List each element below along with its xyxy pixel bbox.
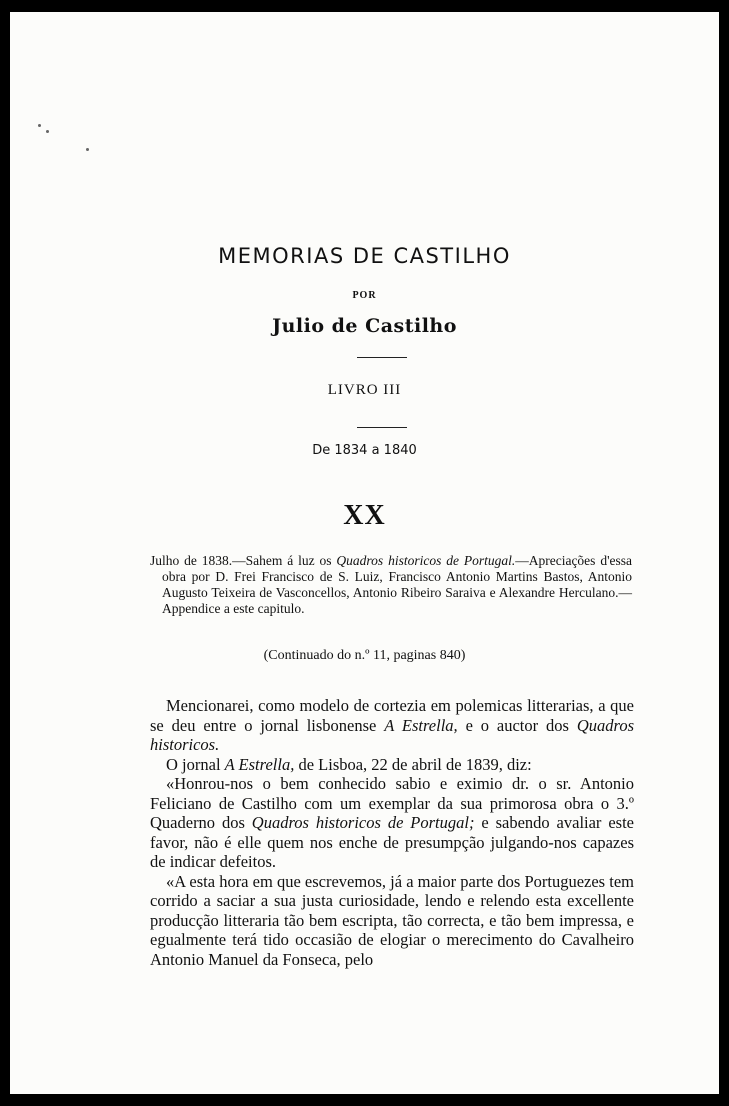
author-name: Julio de Castilho — [272, 315, 457, 337]
paragraph — [150, 774, 634, 872]
text-run: O jornal — [166, 754, 225, 774]
text-run: «Honrou-nos o bem conhecido sabio e eximio dr. o sr. Antonio Feliciano de Castilho com um exemplar da sua primorosa obra o 3.º Quaderno dos — [150, 774, 634, 832]
book-title: MEMORIAS DE CASTILHO — [218, 244, 511, 268]
ink-speck — [38, 124, 41, 127]
ink-speck — [46, 130, 49, 133]
summary-text: —Apreciações d'essa obra por D. Frei Francisco de S. Luiz, Francisco Antonio Martins Bastos, Antonio Augusto Teixeira de Vasconcellos, Antonio Ribeiro Saraiva e Alexandre Herculano.—Appendice a este capitulo. — [162, 553, 632, 616]
paragraph — [150, 755, 634, 775]
italic-run: Quadros historicos de Portugal; — [251, 813, 475, 832]
ink-speck — [86, 148, 89, 151]
paragraph — [150, 872, 634, 970]
paragraph — [150, 696, 634, 755]
book-volume: LIVRO III — [327, 382, 402, 398]
italic-run: Quadros historicos. — [150, 715, 634, 754]
chapter-number: XX — [343, 500, 386, 531]
document-page — [10, 12, 719, 1094]
italic-run: A Estrella, — [224, 754, 295, 774]
chapter-summary — [150, 553, 632, 617]
text-run: e sabendo avaliar este favor, não é elle quem nos enche de presumpção julgando-nos capazes de indicar defeitos. — [150, 813, 634, 871]
text-run: Mencionarei, como modelo de cortezia em polemicas litterarias, a que se deu entre o jornal lisbonense — [150, 696, 634, 735]
text-run: de Lisboa, 22 de abril de 1839, diz: — [294, 754, 532, 774]
body-text — [150, 696, 634, 969]
continued-note: (Continuado do n.º 11, paginas 840) — [263, 648, 466, 663]
divider-rule — [357, 357, 407, 358]
text-run: «A esta hora em que escrevemos, já a maior parte dos Portuguezes tem corrido a saciar a sua justa curiosidade, lendo e relendo esta excellente producção litteraria tão bem escripta, tão correcta, e tão bem impressa, e egualmente terá tido occasião de elogiar o merecimento do Cavalheiro Antonio Manuel da Fonseca, pelo — [150, 871, 634, 969]
summary-text: Julho de 1838.—Sahem á luz os — [150, 553, 337, 568]
summary-italic: Quadros historicos de Portugal. — [336, 553, 516, 568]
italic-run: A Estrella, — [384, 715, 458, 735]
text-run: e o auctor dos — [457, 715, 577, 735]
por-label: POR — [352, 290, 377, 301]
divider-rule — [357, 427, 407, 428]
date-range: De 1834 a 1840 — [312, 443, 417, 458]
